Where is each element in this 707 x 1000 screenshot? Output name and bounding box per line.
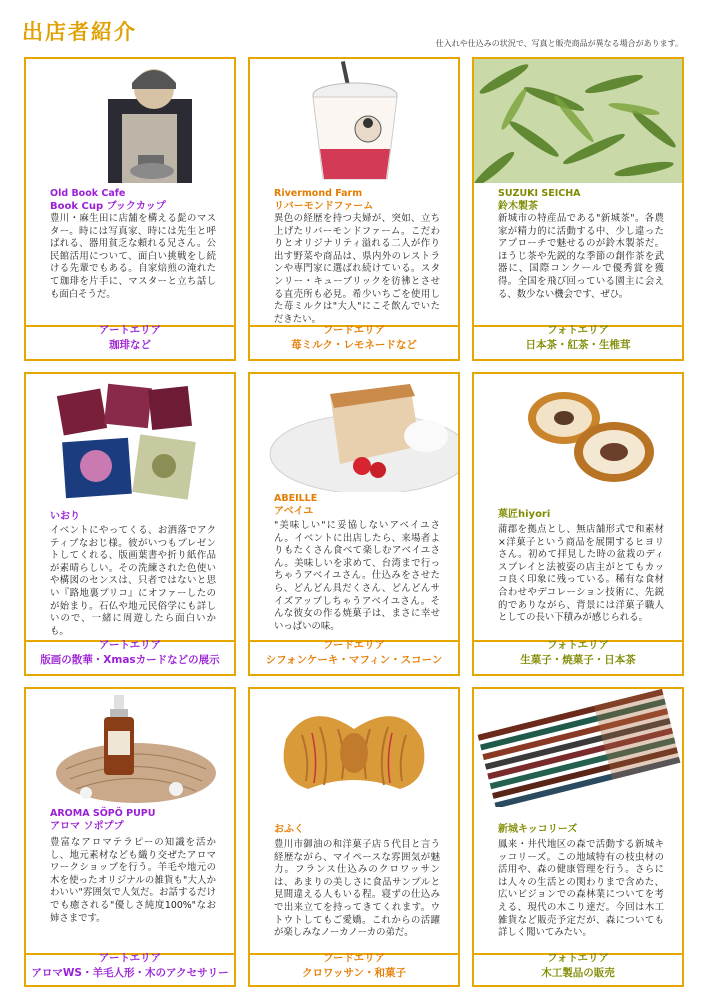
vendor-area: フードエリア [322,324,386,336]
vendor-card-hiyori [472,372,684,676]
vendor-area: フードエリア [322,952,386,964]
vendor-card-ofuku [248,687,460,987]
vendor-name-jp: アロマ ソポププ [50,821,124,832]
vendor-card-oldbookcafe [24,57,236,361]
vendor-card-suzukiseicha [472,57,684,361]
vendor-name-en: SUZUKI SEICHA [498,188,581,199]
vendor-description: 豊川市御油の和洋菓子店５代目と言う経歴ながら、マイペースな雰囲気が魅力。フランス仕込みのクロワッサンは、あまりの美しさに食品サンプルと見間違える人もいる程。寝ずの仕込みで出来立てを持ってきてくれます。ウトウトしてもご愛嬌。これからの活躍が楽しみなノーカノーカの弟だ。 [274,839,440,939]
vendor-name-jp: いおり [50,511,80,522]
roll-cake-icon [474,374,682,502]
vendor-description: 豊富なアロマテラピーの知識を活かし、地元素材なども織り交ぜたアロマワークショップを行う。羊毛や地元の木を使ったオリジナルの雑貨も"大人かわいい"雰囲気で人気だ。お話するだけでも癒される"優しさ純度100%"なお姉さまです。 [50,837,216,924]
vendor-name-jp: アベイユ [274,506,314,517]
vendor-name-en: Old Book Cafe [50,188,126,199]
vendor-name-en: AROMA SÖPÖ PUPU [50,808,156,819]
vendor-card-iori [24,372,236,676]
vendor-items: 日本茶・紅茶・生椎茸 [525,339,631,351]
barista-photo-icon [26,59,234,183]
vendor-card-rivermond [248,57,460,361]
vendor-area: アートエリア [98,324,162,336]
disclaimer-note: 仕入れや仕込みの状況で、写真と販売商品が異なる場合があります。 [435,39,683,48]
vendor-area: フードエリア [322,639,386,651]
vendor-items: クロワッサン・和菓子 [302,967,406,979]
vendor-card-kikkories [472,687,684,987]
vendor-items: アロマWS・羊毛人形・木のアクセサリー [31,967,229,979]
vendor-description: イベントにやってくる、お洒落でアクティブなおじ様。彼がいつもプレゼントしてくれる、版画葉書や折り紙作品が素晴らしい。その洗練された色使いや構図のセンスは、只者ではないと思い『路地裏プリコ』にオファーしたのが始まり。石仏や地元民俗学にも詳しいので、一緒に周遊したら面白いかも。 [50,525,216,637]
vendor-name-jp: おふく [274,824,304,835]
vendor-items: 苺ミルク・レモネードなど [291,339,417,351]
vendor-items: シフォンケーキ・マフィン・スコーン [265,654,443,666]
vendor-items: 木工製品の販売 [541,967,615,979]
strawberry-milk-cup-icon [250,59,458,183]
vendor-name-jp: リバーモンドファーム [274,201,374,212]
vendor-name-jp: 鈴木製茶 [498,201,538,212]
croissant-icon [250,689,458,813]
tea-leaves-icon [474,59,682,183]
vendor-description: 異色の経歴を持つ夫婦が、突如、立ち上げたリバーモンドファーム。こだわりとオリジナリティ溢れる二人が作り出す野菜や商品は、県内外のレストランや専門家に選ばれ続けている。スタンリー・キューブリックを彷彿とさせる直売所も必見。希少いちごを使用した苺ミルクは"大人"にこそ飲んでいただきたい。 [274,213,440,325]
vendor-card-abeille [248,372,460,676]
chiffon-cake-icon [250,374,458,492]
vendor-name-jp: Book Cup ブックカップ [50,201,166,212]
aroma-bottle-icon [26,689,234,807]
vendor-area: フォトエリア [546,639,610,651]
vendor-card-aroma [24,687,236,987]
vendor-name-jp: 菓匠hiyori [498,509,551,520]
vendor-description: 鳳来・井代地区の森で活動する新城キッコリーズ。この地域特有の枝虫材の活用や、森の健康管理を行う。さらには人々の生活との関わりまで含めた、広いビジョンでの森林業についてを考える、現代の木こり達だ。今回は木工雑貨など販売予定だが、森についても詳しく聞いてみたい。 [498,839,664,939]
vendor-name-en: ABEILLE [274,493,318,504]
wooden-chopsticks-icon [474,689,682,807]
vendor-area: フォトエリア [546,324,610,336]
vendor-description: 豊川・麻生田に店舗を構える髭のマスター。時には写真家、時には先生と呼ばれる、器用貧乏な頼れる兄さん。公民館活用について、面白い挑戦をし続ける先輩でもある。自家焙煎の淹れたて珈琲を片手に、マスターと立ち話しも面白そうだ。 [50,213,216,300]
vendor-name-jp: 新城キッコリーズ [498,824,578,835]
vendor-description: 蒲郡を拠点とし、無店舗形式で和素材×洋菓子という商品を展開するヒヨリさん。初めて拝見した時の盆栽のディスプレイと法被姿の店主がとてもカッコ良く印象に残っている。稀有な食材合わせやデコレーション技術に、先鋭的でありながら、背景には洋菓子職人としての長い下積みが感じられる。 [498,524,664,624]
vendor-items: 珈琲など [109,339,151,351]
page-title: 出店者紹介 [22,20,137,44]
vendor-items: 版画の散華・Xmasカードなどの展示 [40,654,220,666]
vendor-name-en: Rivermond Farm [274,188,363,199]
print-cards-icon [26,374,234,508]
vendor-description: 新城市の特産品である"新城茶"。各農家が精力的に活動する中、少し違ったアプローチで魅せるのが鈴木製茶だ。ほうじ茶や先鋭的な季節の創作茶を武器に、国際コンクールで優秀賞を獲得。全国を飛び回っている園主に会える、数少ない機会です、ぜひ。 [498,213,664,300]
vendor-area: アートエリア [98,952,162,964]
vendor-items: 生菓子・焼菓子・日本茶 [520,654,636,666]
vendor-area: フォトエリア [546,952,610,964]
vendor-description: "美味しい"に妥協しないアベイユさん。イベントに出店したら、来場者よりもたくさん食べて楽しむアベイユさん。美味しいを求めて、台湾まで行っちゃうアベイユさん。仕込みをさせたら、どんどん具だくさん、どんどんサイズアップしちゃうアベイユさん。そんな彼女の作る焼菓子は、まさに幸せいっぱいの味。 [274,520,440,632]
vendor-area: アートエリア [98,639,162,651]
